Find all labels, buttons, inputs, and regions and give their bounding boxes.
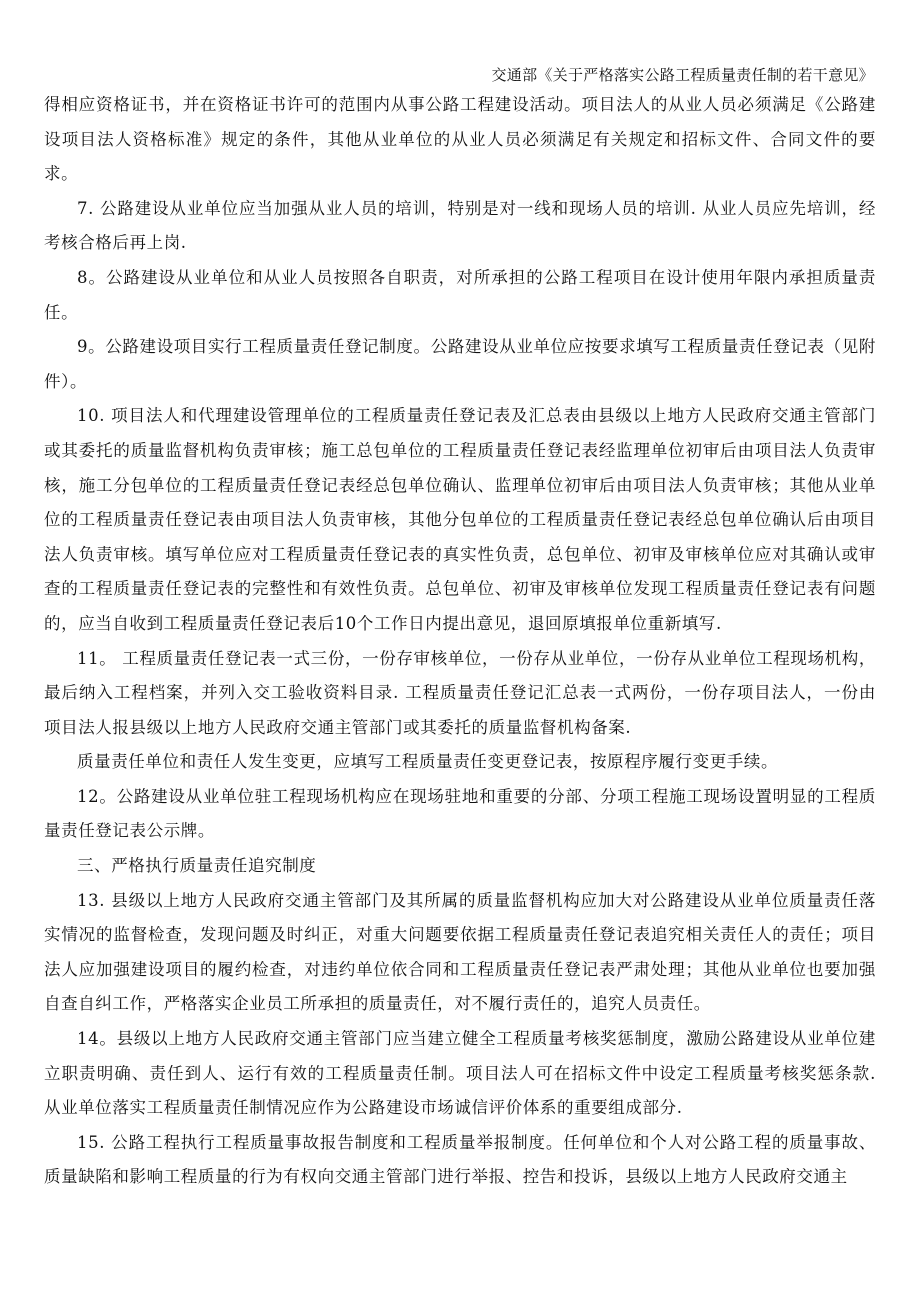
paragraph-item-11: 11。 工程质量责任登记表一式三份，一份存审核单位，一份存从业单位，一份存从业单位工程现场机构，最后纳入工程档案，并列入交工验收资料目录. 工程质量责任登记汇总表一式两份，一份存项目法人，一份由项目法人报县级以上地方人民政府交通主管部门或其委托的质量监督机构备案. [44, 648, 876, 737]
paragraph-item-9: 9。公路建设项目实行工程质量责任登记制度。公路建设从业单位应按要求填写工程质量责任登记表（见附件）。 [44, 337, 876, 391]
paragraph-item-11-note: 质量责任单位和责任人发生变更，应填写工程质量责任变更登记表，按原程序履行变更手续。 [77, 752, 779, 772]
paragraph-item-8: 8。公路建设从业单位和从业人员按照各自职责，对所承担的公路工程项目在设计使用年限内承担质量责任。 [44, 267, 876, 322]
section-heading-3: 三、严格执行质量责任追究制度 [77, 856, 317, 876]
paragraph-item-7: 7. 公路建设从业单位应当加强从业人员的培训，特别是对一线和现场人员的培训. 从业人员应先培训，经考核合格后再上岗. [44, 198, 876, 253]
paragraph-item-13: 13. 县级以上地方人民政府交通主管部门及其所属的质量监督机构应加大对公路建设从业单位质量责任落实情况的监督检查，发现问题及时纠正，对重大问题要依据工程质量责任登记表追究相关责任人的责任；项目法人应加强建设项目的履约检查，对违约单位依合同和工程质量责任登记表严肃处理；其他从业单位也要加强自查自纠工作，严格落实企业员工所承担的质量责任，对不履行责任的，追究人员责任。 [44, 890, 876, 1014]
paragraph-item-12: 12。公路建设从业单位驻工程现场机构应在现场驻地和重要的分部、分项工程施工现场设置明显的工程质量责任登记表公示牌。 [44, 786, 876, 841]
document-body [44, 88, 876, 1195]
paragraph-item-15: 15. 公路工程执行工程质量事故报告制度和工程质量举报制度。任何单位和个人对公路工程的质量事故、质量缺陷和影响工程质量的行为有权向交通主管部门进行举报、控告和投诉，县级以上地方人民政府交通主 [44, 1132, 876, 1187]
paragraph-item-10: 10. 项目法人和代理建设管理单位的工程质量责任登记表及汇总表由县级以上地方人民政府交通主管部门或其委托的质量监督机构负责审核；施工总包单位的工程质量责任登记表经监理单位初审后由项目法人负责审核，施工分包单位的工程质量责任登记表经总包单位确认、监理单位初审后由项目法人负责审核；其他从业单位的工程质量责任登记表由项目法人负责审核，其他分包单位的工程质量责任登记表经总包单位确认后由项目法人负责审核。填写单位应对工程质量责任登记表的真实性负责，总包单位、初审及审核单位应对其确认或审查的工程质量责任登记表的完整性和有效性负责。总包单位、初审及审核单位发现工程质量责任登记表有问题的，应当自收到工程质量责任登记表后10个工作日内提出意见，退回原填报单位重新填写. [44, 406, 876, 633]
paragraph-continuation: 得相应资格证书，并在资格证书许可的范围内从事公路工程建设活动。项目法人的从业人员必须满足《公路建设项目法人资格标准》规定的条件，其他从业单位的从业人员必须满足有关规定和招标文件、合同文件的要求。 [44, 95, 876, 184]
paragraph-item-14: 14。县级以上地方人民政府交通主管部门应当建立健全工程质量考核奖惩制度，激励公路建设从业单位建立职责明确、责任到人、运行有效的工程质量责任制。项目法人可在招标文件中设定工程质量考核奖惩条款. 从业单位落实工程质量责任制情况应作为公路建设市场诚信评价体系的重要组成部分. [44, 1029, 876, 1118]
running-header: 交通部《关于严格落实公路工程质量责任制的若干意见》 [491, 66, 874, 84]
